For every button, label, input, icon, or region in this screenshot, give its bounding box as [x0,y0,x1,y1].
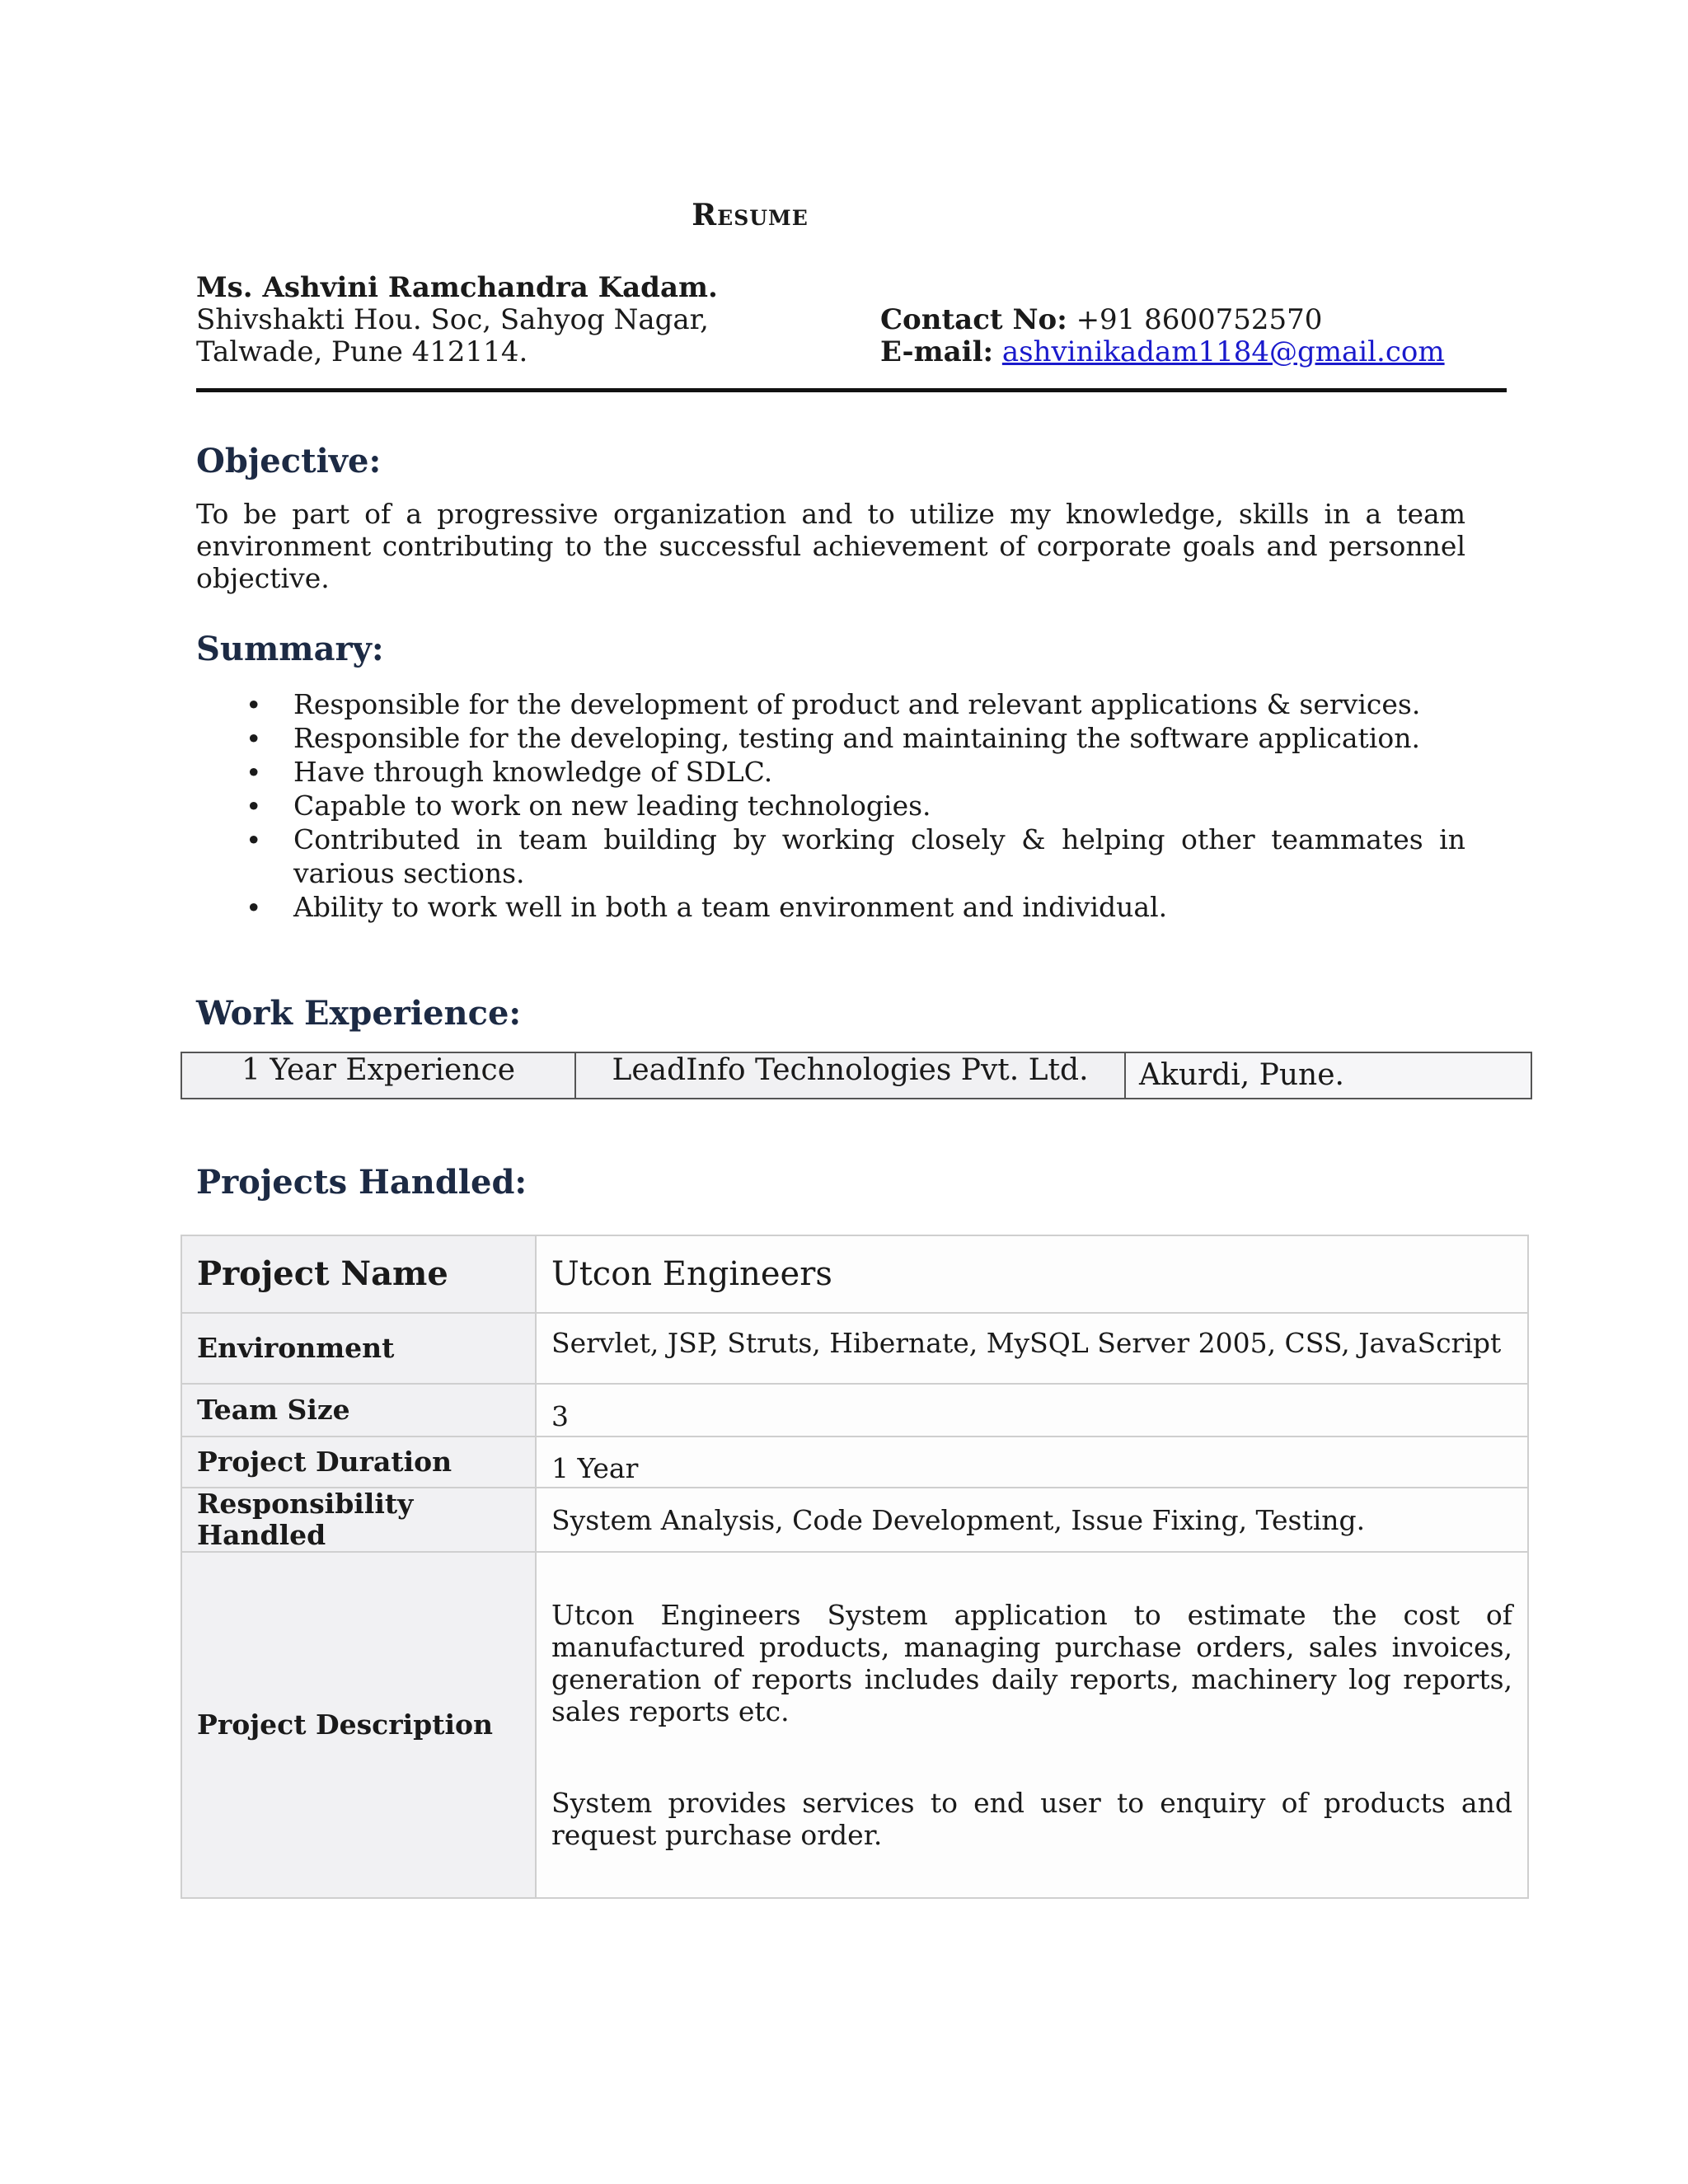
team-size-value: 3 [536,1384,1528,1436]
table-row [181,1235,1528,1313]
objective-text: To be part of a progressive organization and to utilize my knowledge, skills in a team environment contributing to the successful achievement of corporate goals and personnel objective. [196,498,1465,594]
email-label: E-mail: [880,335,994,368]
bullet-icon: • [246,723,262,755]
project-duration-value: 1 Year [536,1436,1528,1488]
experience-duration: 1 Year Experience [182,1053,576,1098]
project-duration-label: Project Duration [181,1436,536,1488]
contact-label: Contact No: [880,303,1067,336]
projects-heading: Projects Handled: [196,1163,528,1202]
summary-list [196,687,1465,924]
bullet-icon: • [246,757,262,789]
email-row [880,336,1507,368]
environment-label: Environment [181,1313,536,1384]
bullet-icon: • [246,824,262,856]
list-item: • Responsible for the developing, testing and maintaining the software application. [246,722,1420,755]
email-link[interactable]: ashvinikadam1184@gmail.com [1001,335,1445,368]
work-experience-heading: Work Experience: [196,994,522,1033]
project-name-value: Utcon Engineers [536,1235,1528,1313]
environment-value: Servlet, JSP, Struts, Hibernate, MySQL Server 2005, CSS, JavaScript [536,1313,1528,1384]
address-line-2: Talwade, Pune 412114. [196,335,528,368]
team-size-label: Team Size [181,1384,536,1436]
address-line-1: Shivshakti Hou. Soc, Sahyog Nagar, [196,303,709,336]
candidate-name: Ms. Ashvini Ramchandra Kadam. [196,271,718,304]
contact-number: +91 8600752570 [1076,303,1323,336]
description-paragraph-1: Utcon Engineers System application to estimate the cost of manufactured products, managing purchase orders, sales invoices, generation of reports includes daily reports, machinery log reports, sales reports etc. [551,1599,1512,1727]
list-item: • Have through knowledge of SDLC. [246,756,773,789]
table-row [181,1436,1528,1488]
header-divider [196,388,1507,392]
table-row [181,1488,1528,1552]
list-item: • Contributed in team building by working closely & helping other teammates in various sections. [246,823,1465,889]
project-description-value [536,1552,1528,1898]
objective-heading: Objective: [196,442,382,480]
bullet-icon: • [246,689,262,721]
bullet-icon: • [246,892,262,924]
name-address-block [196,272,872,368]
table-row [181,1552,1528,1898]
document-title: Resume [692,198,809,232]
summary-heading: Summary: [196,630,384,668]
project-description-label: Project Description [181,1552,536,1898]
responsibility-value: System Analysis, Code Development, Issue Fixing, Testing. [536,1488,1528,1552]
table-row [181,1384,1528,1436]
responsibility-label: Responsibility Handled [181,1488,536,1552]
bullet-icon: • [246,790,262,823]
table-row [181,1313,1528,1384]
contact-block [880,304,1507,368]
work-experience-table [181,1052,1532,1099]
company-location: Akurdi, Pune. [1126,1053,1531,1098]
project-table [181,1235,1529,1899]
list-item: • Responsible for the development of product and relevant applications & services. [246,688,1421,721]
company-name: LeadInfo Technologies Pvt. Ltd. [576,1053,1126,1098]
list-item: • Capable to work on new leading technologies. [246,790,931,823]
list-item: • Ability to work well in both a team environment and individual. [246,891,1168,924]
description-paragraph-2: System provides services to end user to enquiry of products and request purchase order. [551,1787,1512,1851]
project-name-label: Project Name [181,1235,536,1313]
contact-number-row [880,304,1507,336]
